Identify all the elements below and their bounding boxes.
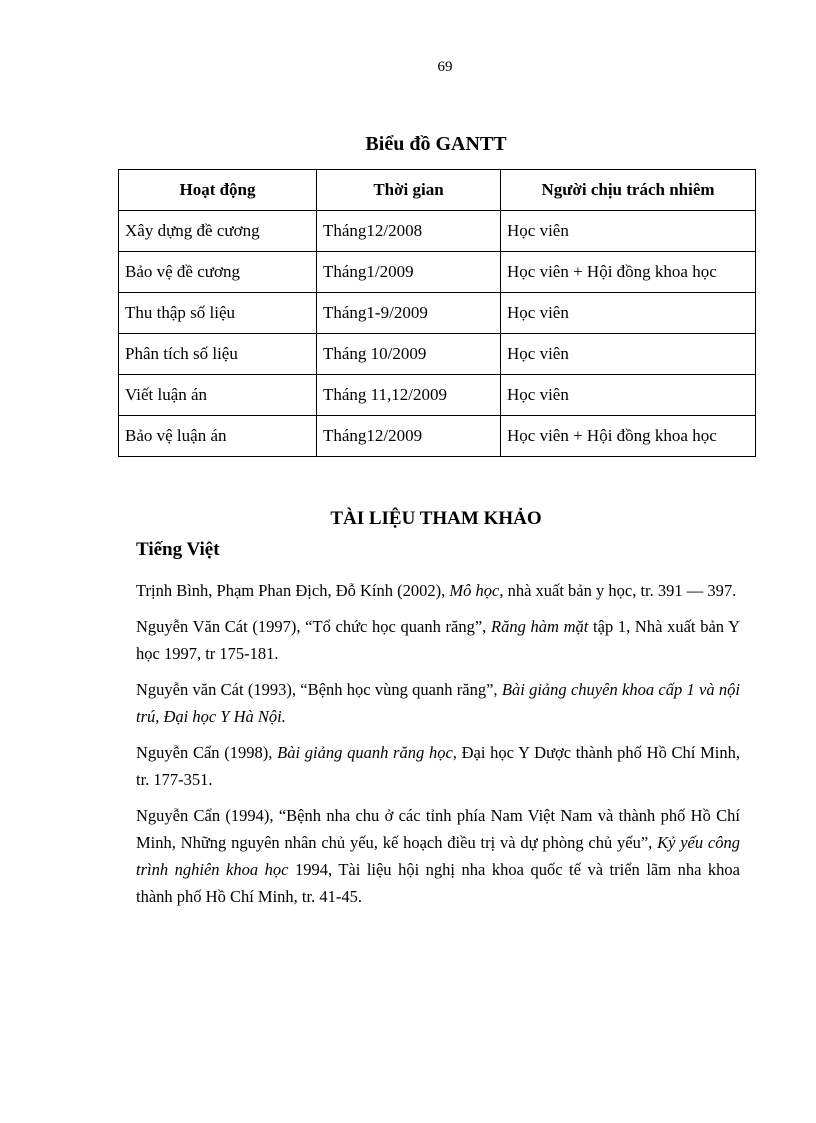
reference-entry [136,613,740,667]
reference-text: Trịnh Bình, Phạm Phan Địch, Đỗ Kính (2002), [136,581,450,600]
reference-text: Nguyễn văn Cát (1993), “Bệnh học vùng quanh răng”, [136,680,502,699]
responsible-cell: Học viên [501,375,756,416]
table-row [119,416,756,457]
gantt-table [118,169,756,457]
table-row [119,334,756,375]
table-row [119,211,756,252]
reference-text: Nguyễn Cẩn (1998), [136,743,278,762]
gantt-chart-title: Biểu đồ GANTT [365,133,507,155]
page-number: 69 [437,59,453,75]
time-cell: Tháng1-9/2009 [317,293,501,334]
references-list [136,577,740,919]
table-row [119,252,756,293]
reference-entry [136,739,740,793]
reference-text: 1994, Tài liệu hội nghị nha khoa quốc tế và triển lãm nha khoa thành phố Hồ Chí Minh, tr. 41-45. [136,860,740,906]
reference-text: tập 1, Nhà xuất bản Y học 1997, tr 175-181. [136,617,740,663]
gantt-header-row [119,170,756,211]
time-cell: Tháng12/2009 [317,416,501,457]
reference-title: Răng hàm mặt [491,617,589,636]
header-time: Thời gian [317,170,501,211]
reference-entry [136,802,740,910]
time-cell: Tháng 10/2009 [317,334,501,375]
table-row [119,293,756,334]
reference-title: Mô học [449,581,500,600]
activity-cell: Viết luận án [119,375,317,416]
references-heading: TÀI LIỆU THAM KHẢO [330,508,542,529]
reference-title: Bài giảng chuyên khoa cấp 1 và nội trú, Đại học Y Hà Nội. [136,680,741,726]
activity-cell: Xây dựng đề cương [119,211,317,252]
reference-title: Bài giảng quanh răng học [277,743,453,762]
reference-text: , Đại học Y Dược thành phố Hồ Chí Minh, tr. 177-351. [136,743,740,789]
header-activity: Hoạt động [119,170,317,211]
time-cell: Tháng1/2009 [317,252,501,293]
activity-cell: Bảo vệ luận án [119,416,317,457]
time-cell: Tháng 11,12/2009 [317,375,501,416]
time-cell: Tháng12/2008 [317,211,501,252]
reference-entry [136,676,740,730]
reference-text: , nhà xuất bản y học, tr. 391 — 397. [499,581,737,600]
responsible-cell: Học viên [501,334,756,375]
table-row [119,375,756,416]
responsible-cell: Học viên + Hội đồng khoa học [501,252,756,293]
references-subheading: Tiếng Việt [136,539,220,560]
reference-text: Nguyễn Cẩn (1994), “Bệnh nha chu ở các tỉnh phía Nam Việt Nam và thành phố Hồ Chí Minh, Những nguyên nhân chủ yếu, kế hoạch điều trị và dự phòng chủ yếu”, [136,806,740,852]
reference-entry [136,577,740,604]
activity-cell: Phân tích số liệu [119,334,317,375]
responsible-cell: Học viên + Hội đồng khoa học [501,416,756,457]
activity-cell: Bảo vệ đề cương [119,252,317,293]
responsible-cell: Học viên [501,211,756,252]
responsible-cell: Học viên [501,293,756,334]
activity-cell: Thu thập số liệu [119,293,317,334]
reference-title: Kỷ yếu công trình nghiên khoa học [136,833,740,879]
reference-text: Nguyễn Văn Cát (1997), “Tổ chức học quanh răng”, [136,617,491,636]
header-responsible: Người chịu trách nhiêm [501,170,756,211]
